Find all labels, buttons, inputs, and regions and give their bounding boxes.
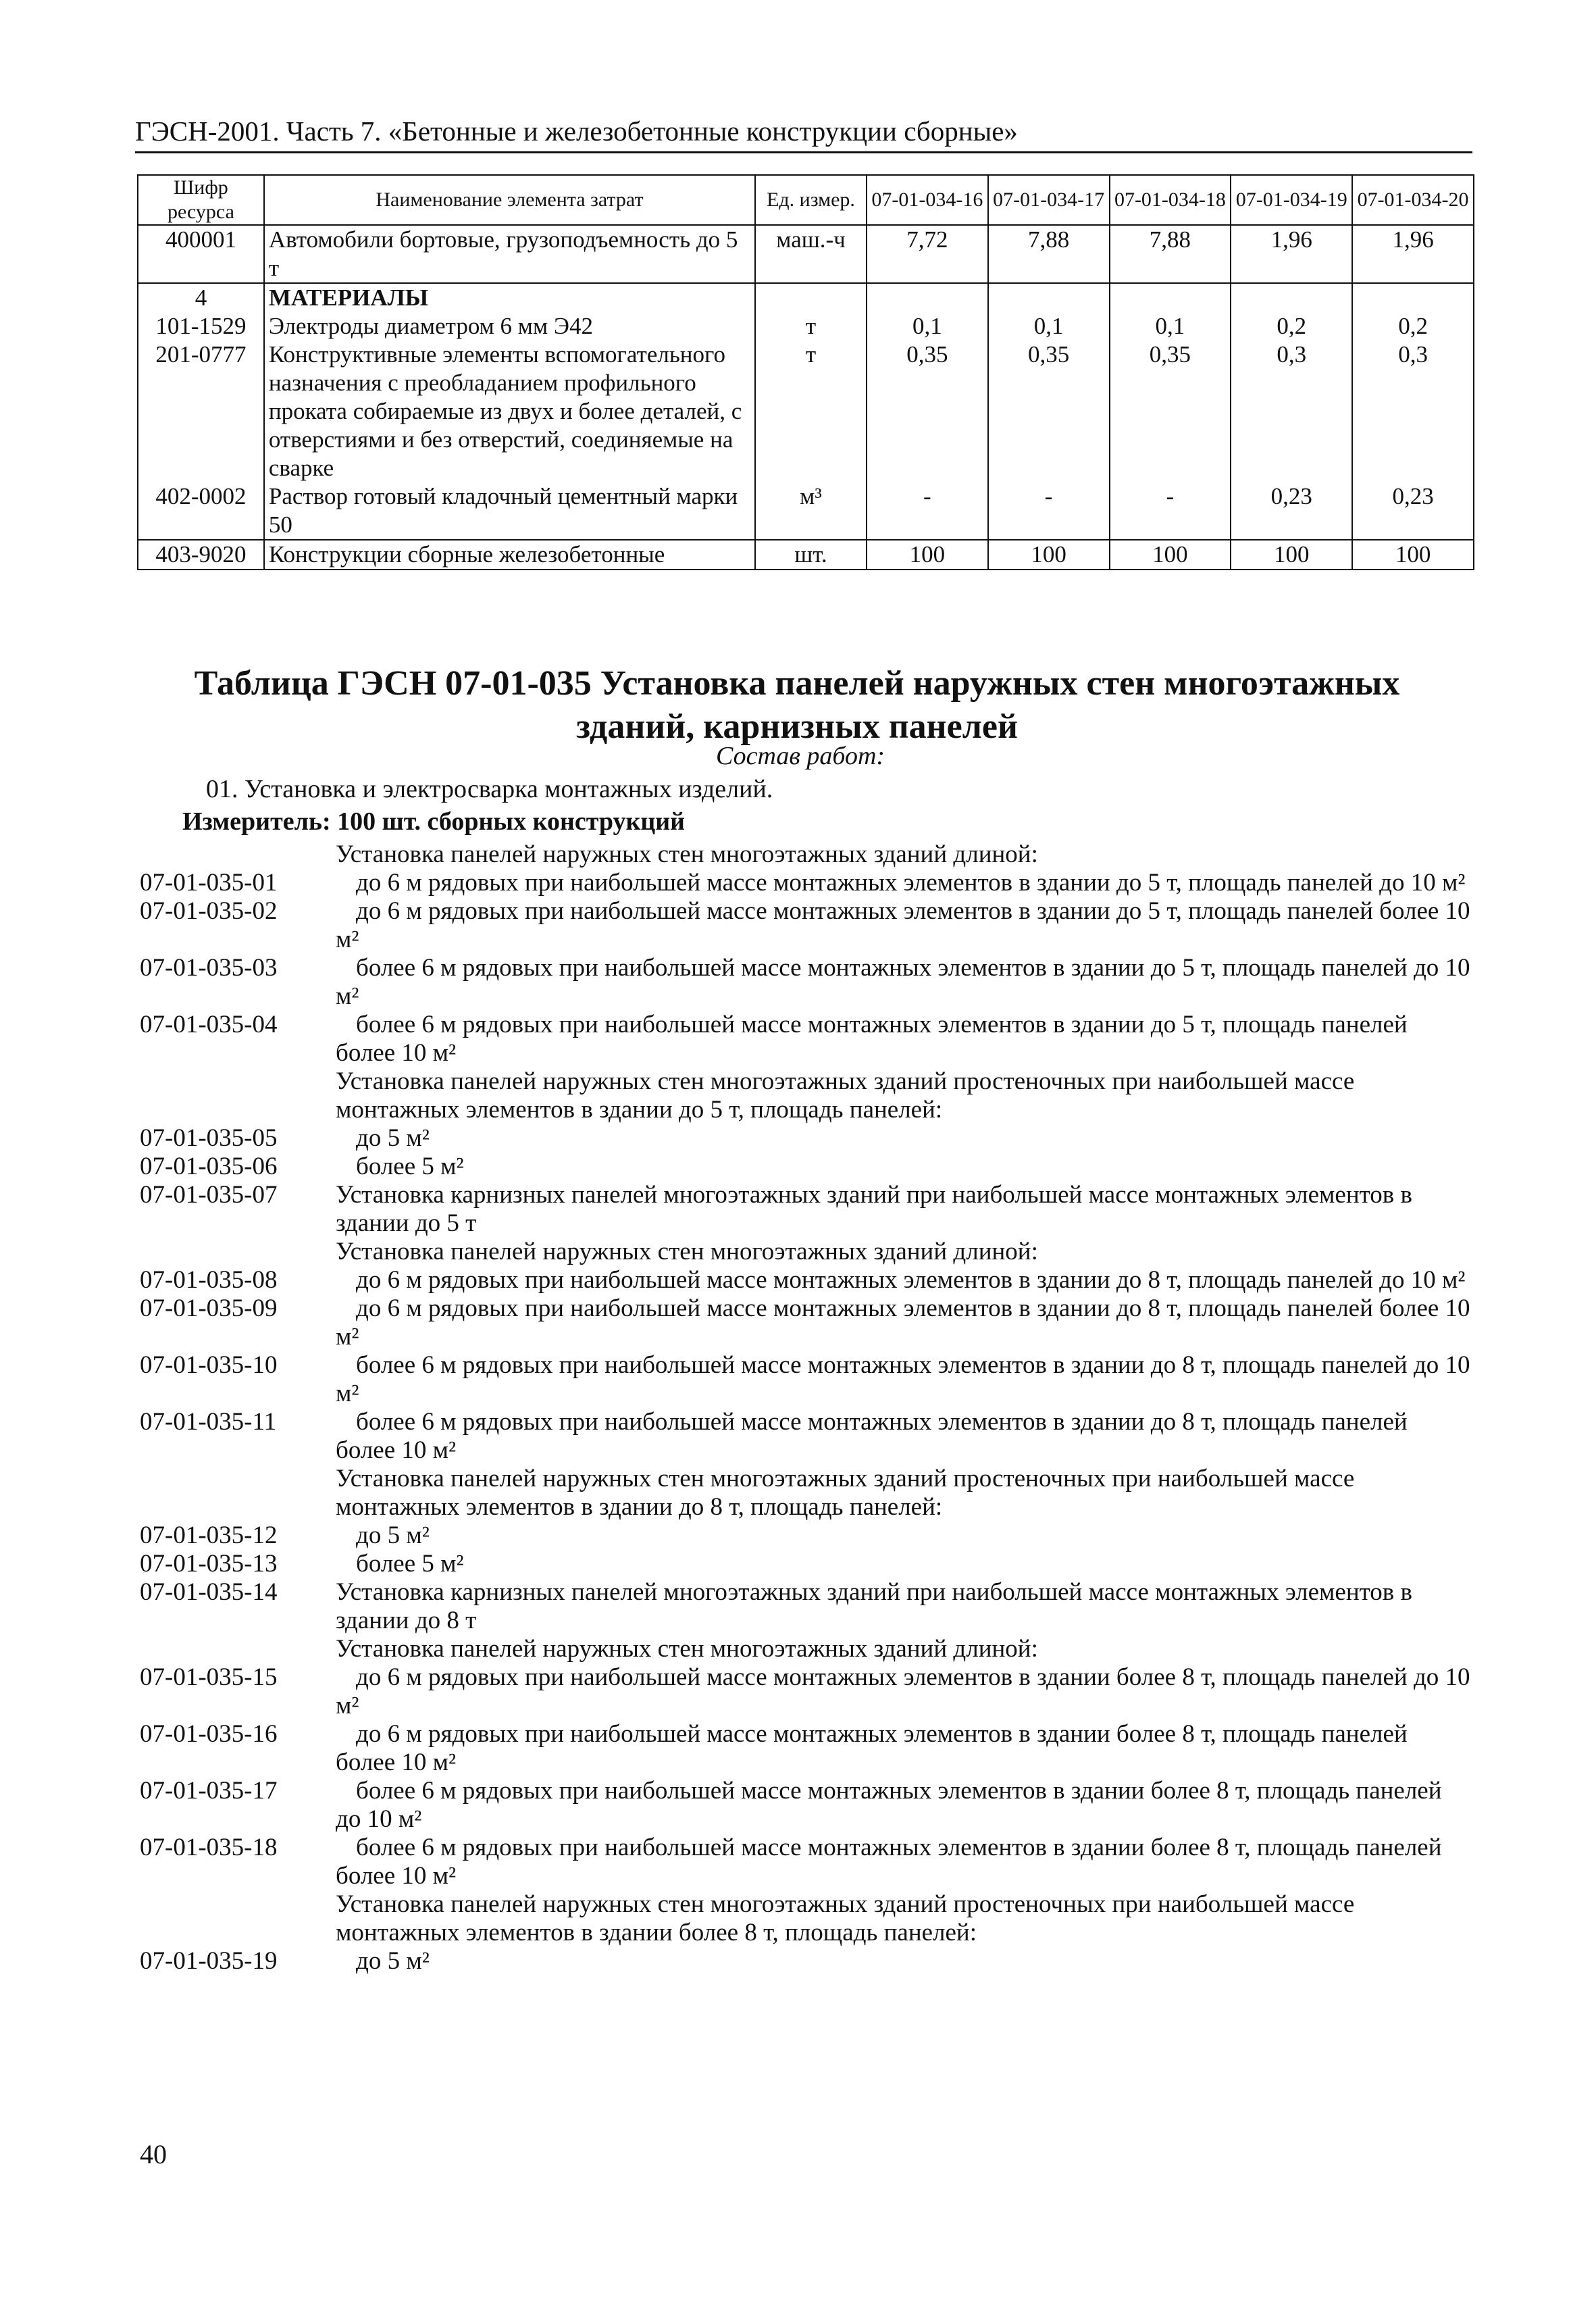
cell-value: 1,96 (1231, 225, 1352, 283)
list-item (140, 1408, 1470, 1465)
norm-code: 07-01-035-04 (140, 1011, 278, 1038)
table-header-row (138, 175, 1474, 225)
norm-code: 07-01-035-02 (140, 897, 278, 925)
list-item (140, 1663, 1470, 1720)
norm-description: Установка карнизных панелей многоэтажных зданий при наибольшей массе монтажных элементов в здании до 5 т (336, 1181, 1412, 1237)
norm-description: до 6 м рядовых при наибольшей массе монтажных элементов в здании до 8 т, площадь панелей более 10 м² (336, 1294, 1470, 1351)
norm-description: более 6 м рядовых при наибольшей массе монтажных элементов в здании более 8 т, площадь панелей более 10 м² (336, 1834, 1442, 1890)
cell-unit: м³ (755, 482, 867, 540)
list-item (140, 1067, 1470, 1124)
norm-description: до 6 м рядовых при наибольшей массе монтажных элементов в здании более 8 т, площадь панелей более 10 м² (336, 1720, 1408, 1776)
norm-description: Установка панелей наружных стен многоэтажных зданий длиной: (336, 1635, 1038, 1663)
norm-list (140, 840, 1470, 1976)
cell-value: 0,3 (1231, 341, 1352, 482)
cell-value: 7,88 (1110, 225, 1231, 283)
cell-unit: шт. (755, 540, 867, 570)
norm-description: до 5 м² (356, 1947, 430, 1975)
cell-value: 0,1 (867, 312, 988, 341)
list-item (140, 1635, 1470, 1663)
cell-value: 1,96 (1352, 225, 1474, 283)
col-header-034-20: 07-01-034-20 (1352, 175, 1474, 225)
list-item (140, 1947, 1470, 1976)
cell-code: 201-0777 (138, 341, 264, 482)
cell-value (1352, 283, 1474, 312)
norm-code: 07-01-035-06 (140, 1153, 278, 1180)
norm-code (140, 1067, 336, 1124)
table-row (138, 283, 1474, 312)
cell-code: 400001 (138, 225, 264, 283)
cell-code: 101-1529 (138, 312, 264, 341)
cell-unit: т (755, 341, 867, 482)
cell-value: - (1110, 482, 1231, 540)
list-item (140, 1124, 1470, 1153)
norm-description: Установка панелей наружных стен многоэтажных зданий простеночных при наибольшей массе монтажных элементов в здании более 8 т, площадь панелей: (336, 1890, 1355, 1946)
norm-code: 07-01-035-17 (140, 1777, 278, 1805)
norm-code (140, 1890, 336, 1947)
list-item (140, 954, 1470, 1011)
norm-code: 07-01-035-08 (140, 1266, 278, 1294)
col-header-code: Шифр ресурса (138, 175, 264, 225)
list-item (140, 1011, 1470, 1067)
norm-description: Установка карнизных панелей многоэтажных зданий при наибольшей массе монтажных элементов в здании до 8 т (336, 1578, 1412, 1634)
list-item (140, 1238, 1470, 1266)
work-composition-heading: Состав работ: (716, 742, 885, 770)
norm-description: до 6 м рядовых при наибольшей массе монтажных элементов в здании более 8 т, площадь панелей до 10 м² (336, 1663, 1470, 1719)
col-header-unit: Ед. измер. (755, 175, 867, 225)
cell-value (867, 283, 988, 312)
norm-code: 07-01-035-03 (140, 954, 278, 982)
list-item (140, 1834, 1470, 1890)
cell-unit: маш.-ч (755, 225, 867, 283)
norm-code: 07-01-035-18 (140, 1834, 278, 1861)
work-composition-item: 01. Установка и электросварка монтажных изделий. (206, 775, 773, 803)
resource-table (137, 174, 1474, 570)
cell-value: 7,88 (988, 225, 1110, 283)
norm-description: Установка панелей наружных стен многоэтажных зданий длиной: (336, 840, 1038, 868)
cell-code: 402-0002 (138, 482, 264, 540)
cell-code: 403-9020 (138, 540, 264, 570)
norm-description: более 6 м рядовых при наибольшей массе монтажных элементов в здании до 5 т, площадь панелей до 10 м² (336, 954, 1470, 1010)
norm-code: 07-01-035-11 (140, 1408, 277, 1436)
norm-description: более 6 м рядовых при наибольшей массе монтажных элементов в здании до 5 т, площадь панелей более 10 м² (336, 1011, 1408, 1067)
list-item (140, 1720, 1470, 1777)
norm-code (140, 1465, 336, 1521)
norm-code: 07-01-035-16 (140, 1720, 278, 1748)
norm-description: более 6 м рядовых при наибольшей массе монтажных элементов в здании до 8 т, площадь панелей более 10 м² (336, 1408, 1408, 1464)
cell-name: Электроды диаметром 6 мм Э42 (264, 312, 755, 341)
list-item (140, 840, 1470, 869)
table-row (138, 341, 1474, 482)
list-item (140, 1777, 1470, 1834)
norm-description: более 6 м рядовых при наибольшей массе монтажных элементов в здании более 8 т, площадь панелей до 10 м² (336, 1777, 1442, 1833)
cell-value: 0,23 (1352, 482, 1474, 540)
norm-code: 07-01-035-10 (140, 1351, 278, 1379)
page-header: ГЭСН-2001. Часть 7. «Бетонные и железобетонные конструкции сборные» (135, 114, 1472, 153)
cell-value: 0,2 (1231, 312, 1352, 341)
cell-value: 0,35 (988, 341, 1110, 482)
cell-value: 0,35 (867, 341, 988, 482)
list-item (140, 897, 1470, 954)
section-heading: МАТЕРИАЛЫ (264, 283, 755, 312)
norm-description: до 6 м рядовых при наибольшей массе монтажных элементов в здании до 8 т, площадь панелей до 10 м² (356, 1266, 1466, 1294)
cell-value: 100 (1231, 540, 1352, 570)
cell-value: 7,72 (867, 225, 988, 283)
cell-value: 100 (867, 540, 988, 570)
cell-value: 0,1 (1110, 312, 1231, 341)
list-item (140, 1521, 1470, 1550)
cell-unit (755, 283, 867, 312)
cell-value: 0,2 (1352, 312, 1474, 341)
cell-value: 0,3 (1352, 341, 1474, 482)
col-header-034-16: 07-01-034-16 (867, 175, 988, 225)
list-item (140, 1550, 1470, 1578)
norm-description: Установка панелей наружных стен многоэтажных зданий простеночных при наибольшей массе монтажных элементов в здании до 5 т, площадь панелей: (336, 1067, 1355, 1124)
cell-unit: т (755, 312, 867, 341)
norm-code: 07-01-035-01 (140, 869, 278, 897)
cell-value: 0,35 (1110, 341, 1231, 482)
cell-value: 100 (988, 540, 1110, 570)
measure-unit: Измеритель: 100 шт. сборных конструкций (182, 807, 686, 836)
norm-code (140, 1635, 336, 1663)
norm-description: до 5 м² (356, 1521, 430, 1549)
norm-description: до 6 м рядовых при наибольшей массе монтажных элементов в здании до 5 т, площадь панелей до 10 м² (356, 869, 1466, 897)
norm-code: 07-01-035-09 (140, 1294, 278, 1322)
norm-description: до 5 м² (356, 1124, 430, 1152)
list-item (140, 1578, 1470, 1635)
list-item (140, 1153, 1470, 1181)
norm-description: Установка панелей наружных стен многоэтажных зданий простеночных при наибольшей массе монтажных элементов в здании до 8 т, площадь панелей: (336, 1465, 1355, 1521)
cell-value (988, 283, 1110, 312)
cell-value: - (988, 482, 1110, 540)
norm-code: 07-01-035-05 (140, 1124, 278, 1152)
cell-name: Раствор готовый кладочный цементный марки 50 (264, 482, 755, 540)
table-row (138, 482, 1474, 540)
list-item (140, 1266, 1470, 1294)
cell-code: 4 (138, 283, 264, 312)
norm-code: 07-01-035-15 (140, 1663, 278, 1691)
norm-code (140, 840, 336, 869)
cell-name: Автомобили бортовые, грузоподъемность до 5 т (264, 225, 755, 283)
norm-description: более 5 м² (356, 1550, 464, 1578)
cell-value: 100 (1110, 540, 1231, 570)
norm-description: Установка панелей наружных стен многоэтажных зданий длиной: (336, 1238, 1038, 1265)
page-number: 40 (140, 2139, 167, 2169)
list-item (140, 1294, 1470, 1351)
cell-name: Конструктивные элементы вспомогательного назначения с преобладанием профильного проката собираемые из двух и более деталей, с отверстиями и без отверстий, соединяемые на сварке (264, 341, 755, 482)
list-item (140, 1890, 1470, 1947)
list-item (140, 1181, 1470, 1238)
list-item (140, 1465, 1470, 1521)
cell-value: 100 (1352, 540, 1474, 570)
table-title: Таблица ГЭСН 07-01-035 Установка панелей наружных стен многоэтажных зданий, карнизных панелей (194, 664, 1400, 746)
col-header-name: Наименование элемента затрат (264, 175, 755, 225)
table-row (138, 312, 1474, 341)
list-item (140, 869, 1470, 897)
cell-value (1110, 283, 1231, 312)
col-header-034-19: 07-01-034-19 (1231, 175, 1352, 225)
cell-value: 0,1 (988, 312, 1110, 341)
norm-code: 07-01-035-13 (140, 1550, 278, 1578)
norm-description: до 6 м рядовых при наибольшей массе монтажных элементов в здании до 5 т, площадь панелей более 10 м² (336, 897, 1470, 953)
norm-code (140, 1238, 336, 1266)
list-item (140, 1351, 1470, 1408)
norm-code: 07-01-035-12 (140, 1521, 278, 1549)
table-row (138, 540, 1474, 570)
table-row (138, 225, 1474, 283)
norm-code: 07-01-035-19 (140, 1947, 278, 1975)
cell-value (1231, 283, 1352, 312)
norm-code: 07-01-035-07 (140, 1181, 278, 1209)
norm-description: более 5 м² (356, 1153, 464, 1180)
cell-value: 0,23 (1231, 482, 1352, 540)
col-header-034-17: 07-01-034-17 (988, 175, 1110, 225)
cell-name: Конструкции сборные железобетонные (264, 540, 755, 570)
cell-value: - (867, 482, 988, 540)
norm-code: 07-01-035-14 (140, 1578, 278, 1606)
norm-description: более 6 м рядовых при наибольшей массе монтажных элементов в здании до 8 т, площадь панелей до 10 м² (336, 1351, 1470, 1407)
col-header-034-18: 07-01-034-18 (1110, 175, 1231, 225)
